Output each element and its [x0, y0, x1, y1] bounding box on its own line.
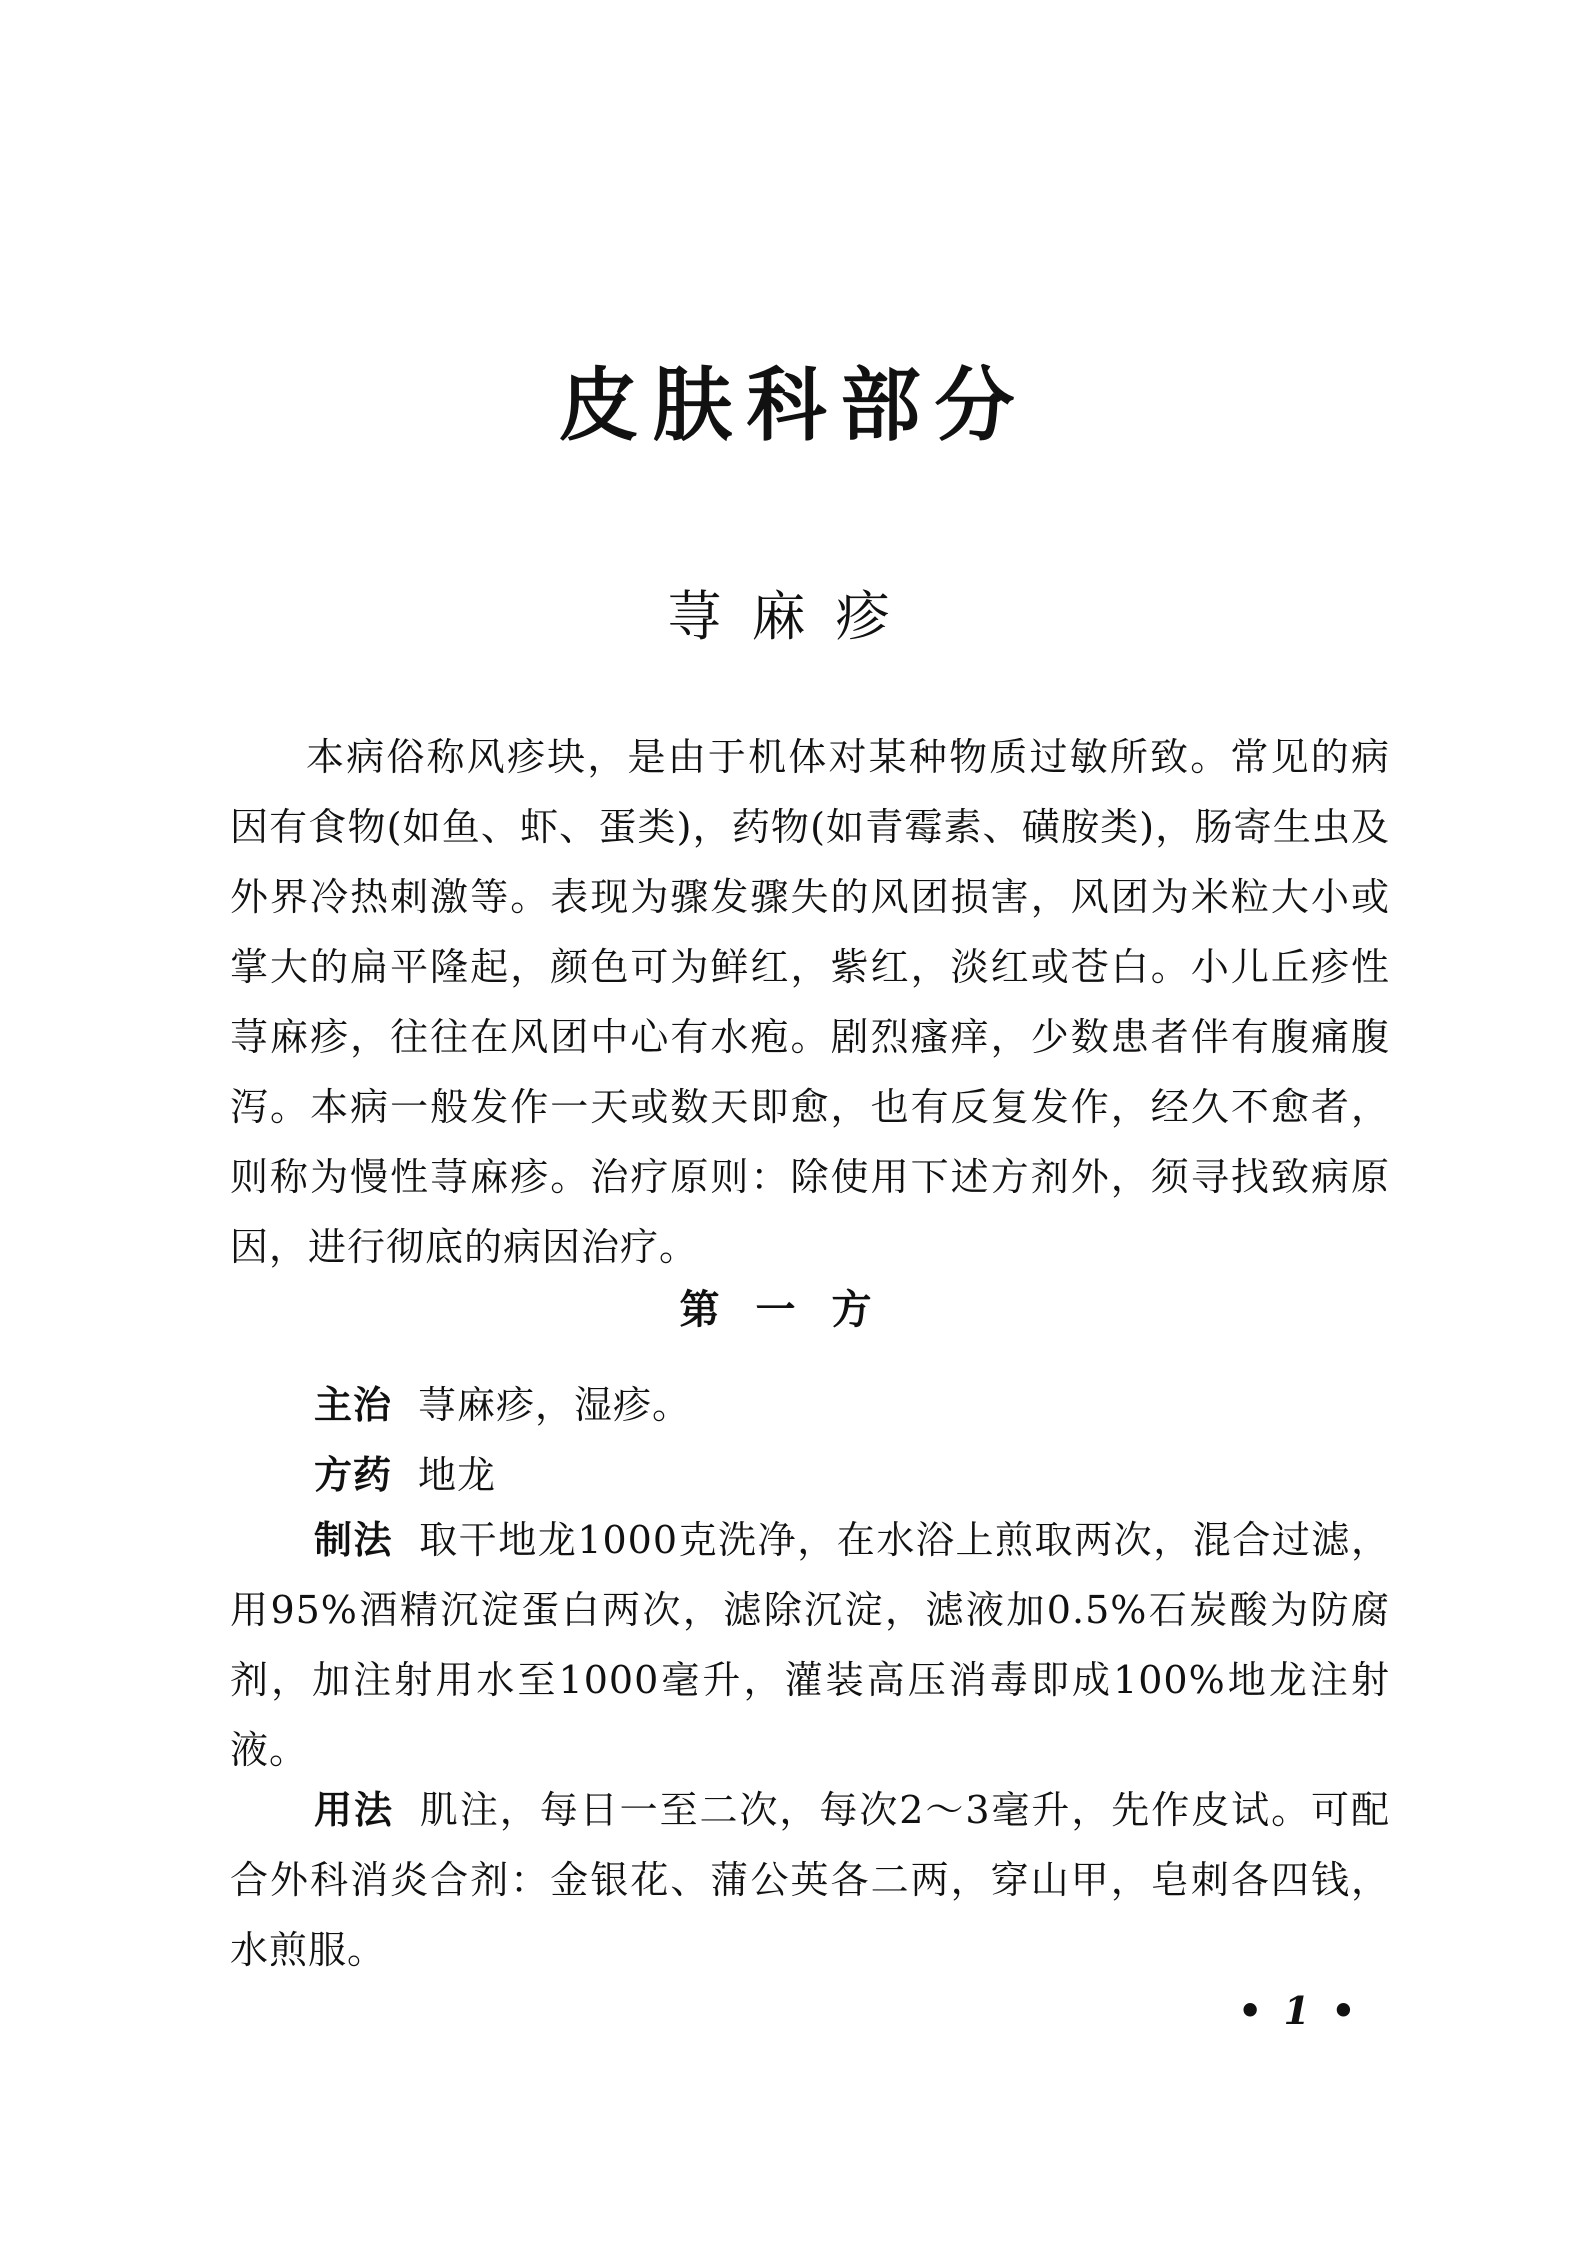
formula-title: 第一方 — [679, 1286, 908, 1333]
entry-label: 主治 — [314, 1382, 393, 1427]
page-number: • 1 • — [1238, 1988, 1360, 2033]
intro-paragraph: 本病俗称风疹块，是由于机体对某种物质过敏所致。常见的病因有食物(如鱼、虾、蛋类)，药物(如青霉素、磺胺类)，肠寄生虫及外界冷热刺激等。表现为骤发骤失的风团损害，风团为米粒大小或掌大的扁平隆起，颜色可为鲜红，紫红，淡红或苍白。小儿丘疹性荨麻疹，往往在风团中心有水疱。剧烈瘙痒，少数患者伴有腹痛腹泻。本病一般发作一天或数天即愈，也有反复发作，经久不愈者，则称为慢性荨麻疹。治疗原则：除使用下述方剂外，须寻找致病原因，进行彻底的病因治疗。 — [230, 735, 1390, 1269]
part-title: 皮肤科部分 — [558, 358, 1029, 452]
entry-label: 制法 — [314, 1517, 394, 1562]
entry-text: 荨麻疹，湿疹。 — [418, 1383, 692, 1427]
formula-entry-preparation — [230, 1505, 1390, 1785]
entry-text: 地龙 — [418, 1453, 497, 1497]
section-title: 荨麻疹 — [667, 585, 920, 648]
formula-entry-indication — [230, 1370, 1390, 1440]
formula-entry-usage — [230, 1775, 1390, 1985]
entry-label: 方药 — [314, 1452, 393, 1497]
entry-text: 肌注，每日一至二次，每次2～3毫升，先作皮试。可配合外科消炎合剂：金银花、蒲公英各二两，穿山甲，皂刺各四钱，水煎服。 — [230, 1788, 1390, 1972]
formula-entry-medicine — [230, 1440, 1390, 1510]
entry-label: 用法 — [314, 1787, 394, 1832]
entry-text: 取干地龙1000克洗净，在水浴上煎取两次，混合过滤，用95%酒精沉淀蛋白两次，滤除沉淀，滤液加0.5%石炭酸为防腐剂，加注射用水至1000毫升，灌装高压消毒即成100%地龙注射液。 — [230, 1518, 1390, 1772]
